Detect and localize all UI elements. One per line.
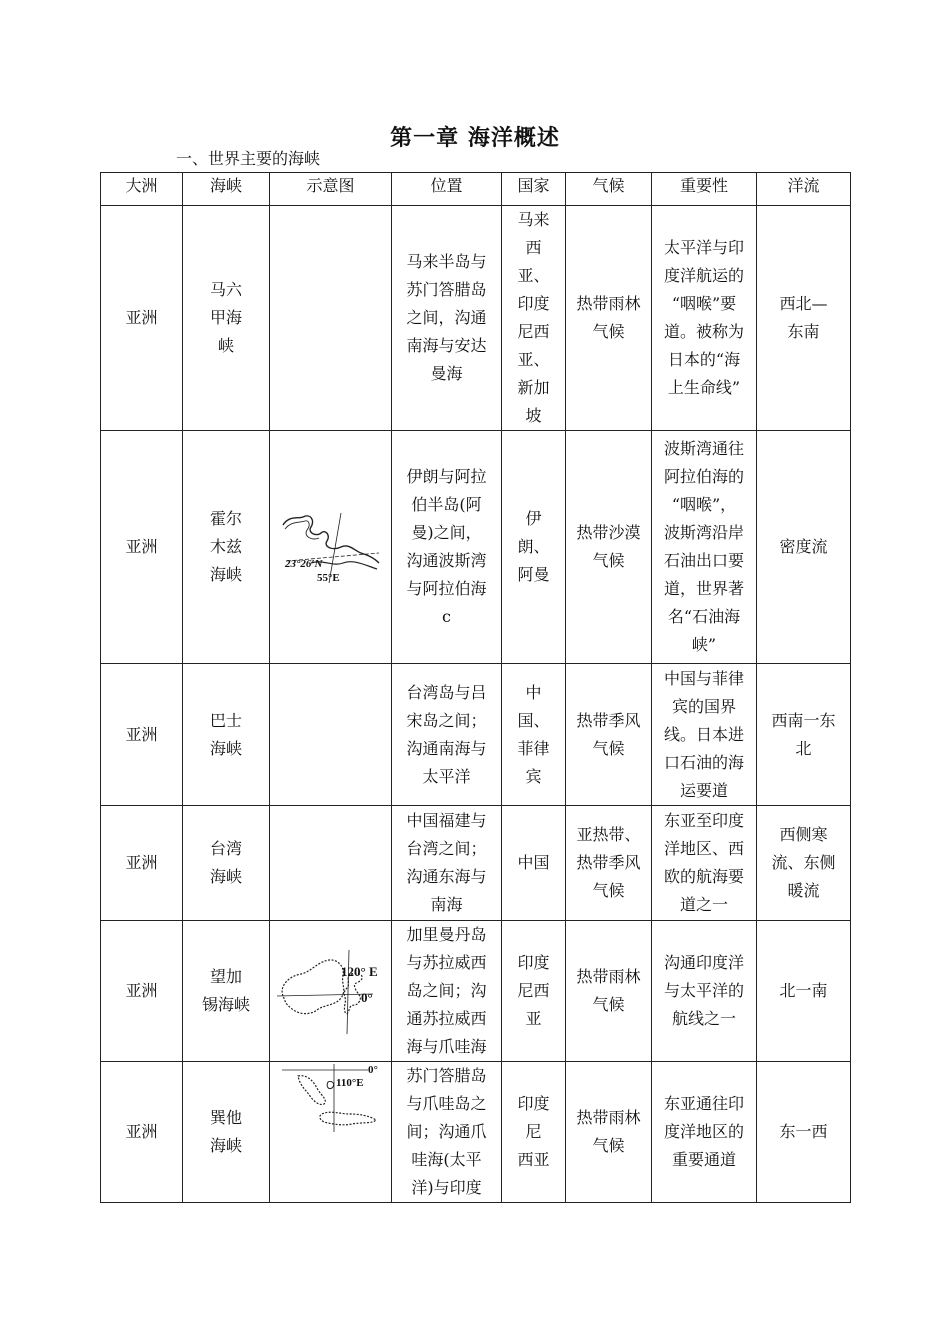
map-cell (270, 206, 392, 431)
sumatra-island-path (298, 1076, 325, 1105)
location-cell: 中国福建与 台湾之间； 沟通东海与 南海 (392, 806, 502, 921)
header-climate: 气候 (566, 173, 652, 206)
table-row (101, 206, 851, 431)
location-cell: 马来半岛与 苏门答腊岛 之间，沟通 南海与安达 曼海 (392, 206, 502, 431)
header-map: 示意图 (270, 173, 392, 206)
continent-cell: 亚洲 (101, 431, 183, 664)
importance-cell: 东亚通往印 度洋地区的 重要通道 (652, 1062, 757, 1203)
coastline-inner-path (285, 521, 319, 539)
header-continent: 大洲 (101, 173, 183, 206)
map-cell (270, 921, 392, 1062)
climate-cell: 热带雨林 气候 (566, 206, 652, 431)
continent-cell: 亚洲 (101, 1062, 183, 1203)
current-cell: 西侧寒 流、东侧 暖流 (757, 806, 851, 921)
climate-cell: 热带雨林 气候 (566, 1062, 652, 1203)
sulawesi-island-path (344, 973, 362, 1013)
table-row (101, 921, 851, 1062)
map-cell (270, 806, 392, 921)
climate-cell: 热带沙漠 气候 (566, 431, 652, 664)
header-importance: 重要性 (652, 173, 757, 206)
table-row (101, 431, 851, 664)
sunda-map (278, 1062, 384, 1134)
table-row (101, 664, 851, 806)
latitude-label: 0° (367, 1064, 378, 1076)
latitude-label: 23°26′N (284, 558, 322, 570)
current-cell: 北一南 (757, 921, 851, 1062)
importance-cell: 东亚至印度 洋地区、西 欧的航海要 道之一 (652, 806, 757, 921)
current-cell: 东一西 (757, 1062, 851, 1203)
strait-cell: 台湾 海峡 (183, 806, 270, 921)
location-cell: 加里曼丹岛 与苏拉威西 岛之间；沟 通苏拉威西 海与爪哇海 (392, 921, 502, 1062)
longitude-label: 55°E (316, 572, 340, 584)
strait-cell: 巴士 海峡 (183, 664, 270, 806)
countries-cell: 中国 (502, 806, 566, 921)
latitude-label: 0° (360, 990, 373, 1005)
table-row (101, 1062, 851, 1203)
importance-cell: 太平洋与印 度洋航运的 “咽喉”要 道。被称为 日本的“海 上生命线” (652, 206, 757, 431)
countries-cell: 伊 朗、 阿曼 (502, 431, 566, 664)
importance-cell: 沟通印度洋 与太平洋的 航线之一 (652, 921, 757, 1062)
bangka-island-path (327, 1081, 333, 1088)
straits-table (100, 172, 851, 1203)
current-cell: 密度流 (757, 431, 851, 664)
header-row (101, 173, 851, 206)
borneo-island-path (282, 960, 344, 1014)
java-island-path (319, 1112, 375, 1125)
location-cell: 苏门答腊岛 与爪哇岛之 间；沟通爪 哇海(太平 洋)与印度 (392, 1062, 502, 1203)
importance-cell: 中国与菲律 宾的国界 线。日本进 口石油的海 运要道 (652, 664, 757, 806)
header-current: 洋流 (757, 173, 851, 206)
current-cell: 西南一东 北 (757, 664, 851, 806)
climate-cell: 亚热带、 热带季风 气候 (566, 806, 652, 921)
importance-cell: 波斯湾通往 阿拉伯海的 “咽喉”， 波斯湾沿岸 石油出口要 道，世界著 名“石油海 峡” (652, 431, 757, 664)
hormuz-map (281, 507, 381, 587)
climate-cell: 热带雨林 气候 (566, 921, 652, 1062)
location-cell: 台湾岛与吕 宋岛之间； 沟通南海与 太平洋 (392, 664, 502, 806)
longitude-label: 110°E (335, 1077, 364, 1089)
makassar-map (275, 946, 387, 1036)
countries-cell: 印度 尼 西亚 (502, 1062, 566, 1203)
countries-cell: 马来 西 亚、 印度 尼西 亚、 新加 坡 (502, 206, 566, 431)
strait-cell: 霍尔 木兹 海峡 (183, 431, 270, 664)
longitude-label: 120° E (340, 964, 378, 979)
page-title: 第一章 海洋概述 (390, 125, 560, 151)
current-cell: 西北— 东南 (757, 206, 851, 431)
section-heading: 一、世界主要的海峡 (176, 149, 321, 168)
header-countries: 国家 (502, 173, 566, 206)
map-cell (270, 664, 392, 806)
table-row (101, 806, 851, 921)
map-cell (270, 431, 392, 664)
longitude-line (347, 950, 349, 1034)
header-strait: 海峡 (183, 173, 270, 206)
countries-cell: 中 国、 菲律 宾 (502, 664, 566, 806)
coastline-path (283, 516, 379, 563)
countries-cell: 印度 尼西 亚 (502, 921, 566, 1062)
location-cell: 伊朗与阿拉 伯半岛(阿 曼)之间， 沟通波斯湾 与阿拉伯海 c (392, 431, 502, 664)
header-location: 位置 (392, 173, 502, 206)
climate-cell: 热带季风 气候 (566, 664, 652, 806)
strait-cell: 望加 锡海峡 (183, 921, 270, 1062)
continent-cell: 亚洲 (101, 921, 183, 1062)
map-cell (270, 1062, 392, 1203)
continent-cell: 亚洲 (101, 664, 183, 806)
continent-cell: 亚洲 (101, 206, 183, 431)
strait-cell: 马六 甲海 峡 (183, 206, 270, 431)
strait-cell: 巽他 海峡 (183, 1062, 270, 1203)
continent-cell: 亚洲 (101, 806, 183, 921)
